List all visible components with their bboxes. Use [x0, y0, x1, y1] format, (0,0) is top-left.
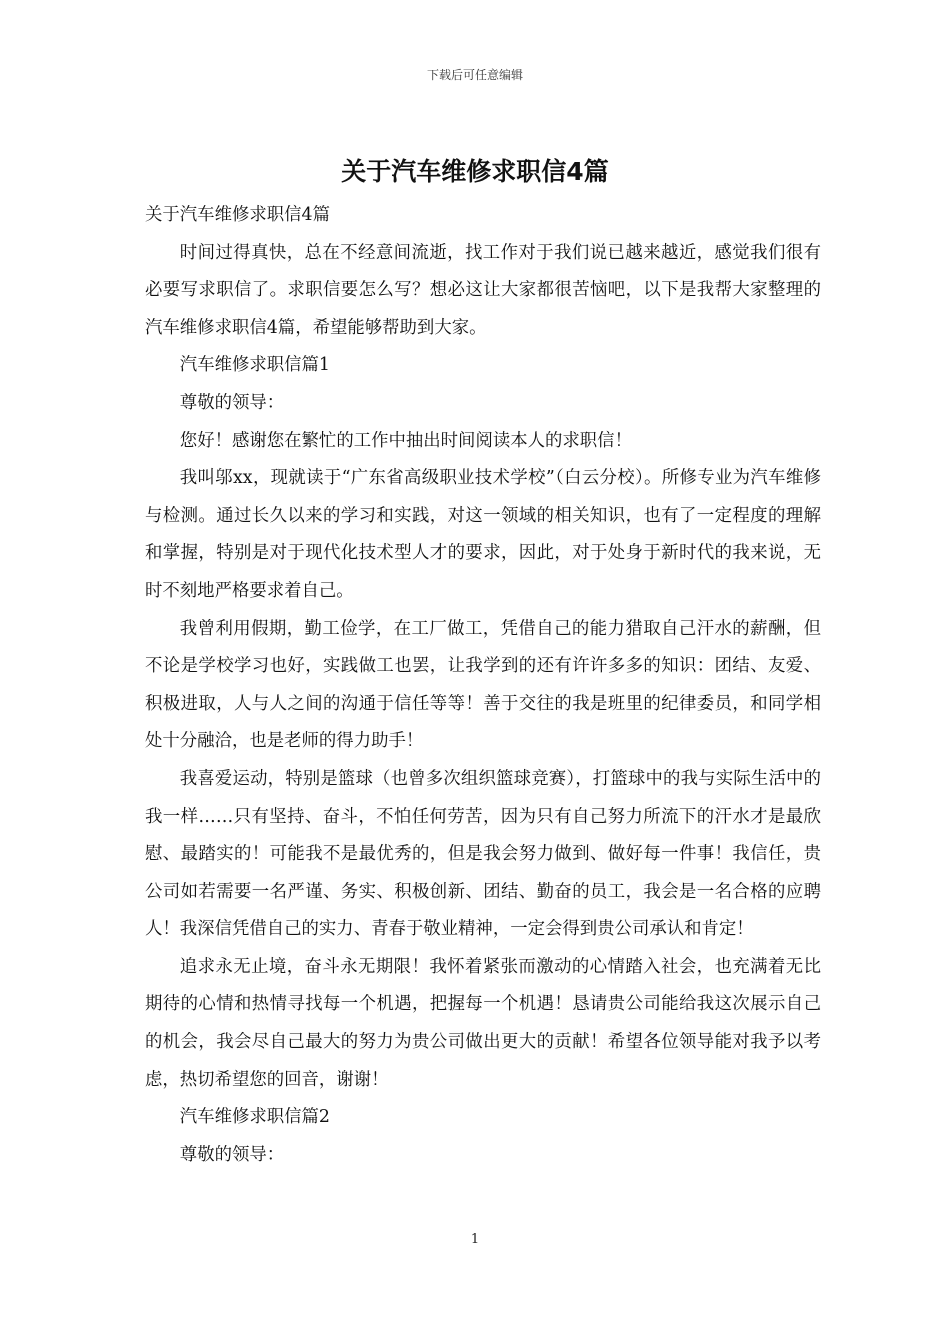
section-heading-letter-2: 汽车维修求职信篇2 — [179, 1107, 330, 1128]
section-heading-letter-1: 汽车维修求职信篇1 — [179, 355, 330, 376]
letter-1-paragraph-education: 我叫邬xx，现就读于“广东省高级职业技术学校”（白云分校）。所修专业为汽车维修与检测。通过长久以来的学习和实践，对这一领域的相关知识，也有了一定程度的理解和掌握，特别是对于现代化技术型人才的要求，因此，对于处身于新时代的我来说，无时不刻地严格要求着自己。 — [145, 468, 821, 601]
letter-1-greeting: 您好！感谢您在繁忙的工作中抽出时间阅读本人的求职信！ — [179, 430, 632, 451]
page-header-note: 下载后可任意编辑 — [426, 68, 523, 82]
letter-1-paragraph-closing: 追求永无止境，奋斗永无期限！我怀着紧张而激动的心情踏入社会，也充满着无比期待的心情和热情寻找每一个机遇，把握每一个机遇！恳请贵公司能给我这次展示自己的机会，我会尽自己最大的努力为贵公司做出更大的贡献！希望各位领导能对我予以考虑，热切希望您的回音，谢谢！ — [145, 956, 821, 1090]
letter-1-paragraph-hobbies: 我喜爱运动，特别是篮球（也曾多次组织篮球竞赛），打篮球中的我与实际生活中的我一样……只有坚持、奋斗，不怕任何劳苦，因为只有自己努力所流下的汗水才是最欣慰、最踏实的！可能我不是最优秀的，但是我会努力做到、做好每一件事！我信任，贵公司如若需要一名严谨、务实、积极创新、团结、勤奋的员工，我会是一名合格的应聘人！我深信凭借自己的实力、青春于敬业精神，一定会得到贵公司承认和肯定！ — [145, 768, 821, 940]
paragraph-subtitle: 关于汽车维修求职信4篇 — [145, 205, 330, 225]
letter-1-salutation: 尊敬的领导： — [179, 392, 285, 413]
letter-2-salutation: 尊敬的领导： — [179, 1144, 285, 1165]
letter-1-paragraph-work-experience: 我曾利用假期，勤工俭学，在工厂做工，凭借自己的能力猎取自己汗水的薪酬，但不论是学校学习也好，实践做工也罢，让我学到的还有许许多多的知识：团结、友爱、积极进取，人与人之间的沟通于信任等等！善于交往的我是班里的纪律委员，和同学相处十分融洽，也是老师的得力助手！ — [145, 618, 821, 752]
document-body — [145, 197, 821, 1174]
document-title: 关于汽车维修求职信4篇 — [341, 157, 609, 186]
paragraph-intro: 时间过得真快，总在不经意间流逝，找工作对于我们说已越来越近，感觉我们很有必要写求职信了。求职信要怎么写？想必这让大家都很苦恼吧，以下是我帮大家整理的汽车维修求职信4篇，希望能够帮助到大家。 — [145, 242, 821, 338]
page-number: 1 — [470, 1232, 480, 1247]
